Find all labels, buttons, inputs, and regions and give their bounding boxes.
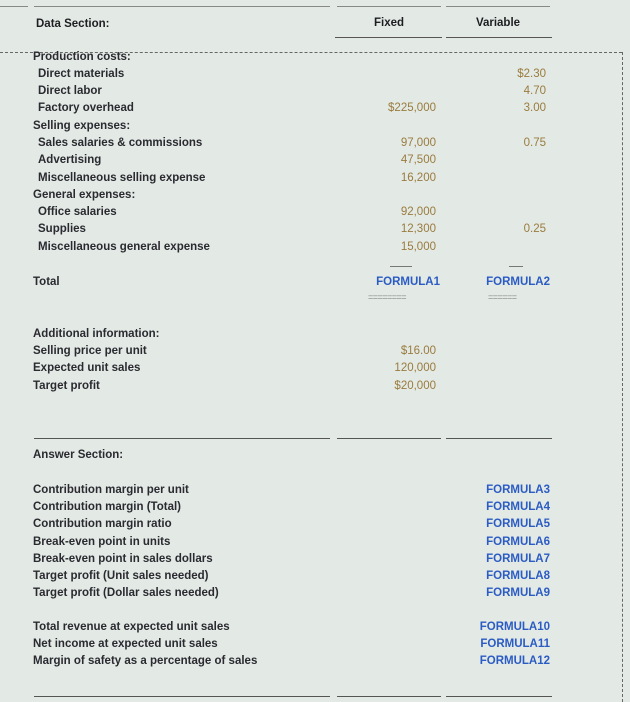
data-row-label: Selling expenses: xyxy=(33,120,131,132)
data-row-label: Office salaries xyxy=(38,206,117,218)
data-row-fixed-value[interactable]: 16,200 xyxy=(400,172,436,184)
answer-section-title: Answer Section: xyxy=(33,449,124,461)
answer-label: Net income at expected unit sales xyxy=(33,638,218,651)
additional-info-value[interactable]: 120,000 xyxy=(394,362,436,374)
answer-label: Break-even point in sales dollars xyxy=(33,552,213,565)
top-rule-fixed xyxy=(337,6,441,7)
header-rule-fixed xyxy=(335,37,442,38)
data-row-fixed-value[interactable]: 12,300 xyxy=(400,223,436,235)
data-row-label: Production costs: xyxy=(33,51,131,63)
double-underline-fixed: ======== xyxy=(368,292,407,302)
subtotal-rule-variable xyxy=(509,266,523,267)
additional-info-value[interactable]: $20,000 xyxy=(394,380,436,392)
data-row-fixed-value[interactable]: 97,000 xyxy=(400,137,436,149)
top-rule-variable xyxy=(446,6,550,7)
data-row-variable-value[interactable]: 0.25 xyxy=(523,223,546,235)
data-row-label: Supplies xyxy=(38,223,86,235)
answer-formula[interactable]: FORMULA10 xyxy=(479,621,550,633)
answer-label: Target profit (Unit sales needed) xyxy=(33,570,209,582)
answer-formula[interactable]: FORMULA12 xyxy=(479,655,550,668)
data-row-label: General expenses: xyxy=(33,189,136,201)
data-row-fixed-value[interactable]: 92,000 xyxy=(400,206,436,218)
additional-info-label: Target profit xyxy=(33,380,100,392)
data-row-fixed-value[interactable]: 47,500 xyxy=(400,154,436,166)
total-fixed-formula[interactable]: FORMULA1 xyxy=(376,276,440,288)
total-label: Total xyxy=(33,276,60,288)
answer-rule-label xyxy=(34,438,330,439)
data-row-variable-value[interactable]: 0.75 xyxy=(523,137,546,149)
data-section-title: Data Section: xyxy=(36,18,110,30)
double-underline-variable: ====== xyxy=(488,292,517,302)
answer-label: Contribution margin per unit xyxy=(33,484,189,496)
additional-info-value[interactable]: $16.00 xyxy=(400,345,436,357)
answer-formula[interactable]: FORMULA11 xyxy=(480,638,550,651)
data-row-variable-value[interactable]: 3.00 xyxy=(523,102,546,114)
additional-info-title: Additional information: xyxy=(33,328,160,340)
input-area-border-right xyxy=(622,52,623,702)
total-variable-formula[interactable]: FORMULA2 xyxy=(486,276,550,288)
top-rule-left xyxy=(0,6,28,7)
data-row-variable-value[interactable]: 4.70 xyxy=(523,85,546,97)
header-rule-variable xyxy=(446,37,552,38)
answer-formula[interactable]: FORMULA8 xyxy=(486,570,550,582)
data-row-label: Sales salaries & commissions xyxy=(38,137,203,149)
answer-label: Contribution margin ratio xyxy=(33,518,172,531)
data-row-label: Miscellaneous general expense xyxy=(38,241,210,253)
answer-formula[interactable]: FORMULA4 xyxy=(486,501,550,514)
answer-formula[interactable]: FORMULA9 xyxy=(486,587,550,600)
bottom-rule-label xyxy=(34,696,330,697)
answer-label: Margin of safety as a percentage of sales xyxy=(33,655,258,668)
answer-label: Total revenue at expected unit sales xyxy=(33,621,230,633)
column-header-variable: Variable xyxy=(475,17,521,29)
answer-formula[interactable]: FORMULA3 xyxy=(486,484,550,496)
data-row-fixed-value[interactable]: $225,000 xyxy=(388,102,436,114)
additional-info-label: Selling price per unit xyxy=(33,345,147,357)
answer-label: Target profit (Dollar sales needed) xyxy=(33,587,219,600)
answer-formula[interactable]: FORMULA7 xyxy=(486,552,550,565)
answer-formula[interactable]: FORMULA6 xyxy=(486,535,550,548)
top-rule-label xyxy=(34,6,330,7)
data-row-label: Advertising xyxy=(38,154,102,166)
answer-formula[interactable]: FORMULA5 xyxy=(486,518,550,531)
additional-info-label: Expected unit sales xyxy=(33,362,141,374)
answer-rule-fixed xyxy=(337,438,441,439)
data-row-fixed-value[interactable]: 15,000 xyxy=(400,241,436,253)
data-row-label: Factory overhead xyxy=(38,102,134,114)
bottom-rule-variable xyxy=(446,696,552,697)
subtotal-rule-fixed xyxy=(390,266,412,267)
data-row-label: Direct materials xyxy=(38,68,125,80)
answer-label: Break-even point in units xyxy=(33,535,171,548)
data-row-variable-value[interactable]: $2.30 xyxy=(517,68,546,80)
answer-rule-variable xyxy=(446,438,552,439)
column-header-fixed: Fixed xyxy=(373,17,405,29)
answer-label: Contribution margin (Total) xyxy=(33,501,181,514)
data-row-label: Miscellaneous selling expense xyxy=(38,172,206,184)
bottom-rule-fixed xyxy=(337,696,441,697)
data-row-label: Direct labor xyxy=(38,85,102,97)
